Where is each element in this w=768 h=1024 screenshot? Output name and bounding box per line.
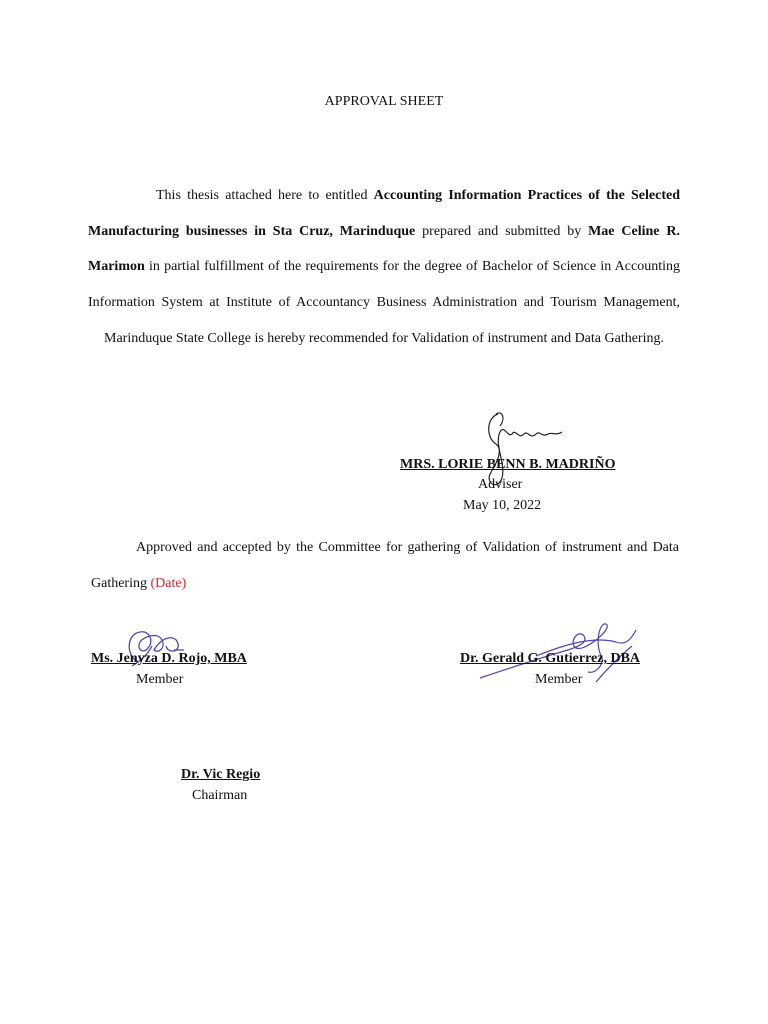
body-rest: in partial fulfillment of the requirements for the degree of Bachelor of Science in Accounting Information System at Institute of Accountancy Business Administration and Tourism Management, Marinduque State College is hereby recommended for Validation of instrument and Data Gathering. [88,259,680,346]
body-submitted-by: prepared and submitted by [415,223,589,239]
adviser-date: May 10, 2022 [463,498,542,513]
thesis-title: Accounting Information Practices of the Selected Manufacturing businesses in Sta Cruz, Marinduque [88,188,680,239]
body-intro: This thesis attached here to entitled [156,188,374,203]
member1-role: Member [136,672,184,687]
recommendation-paragraph [88,178,680,357]
member2-role: Member [535,672,583,687]
chairman-role: Chairman [192,788,248,803]
approval-date-placeholder: (Date) [150,576,187,591]
approval-text: Approved and accepted by the Committee for gathering of Validation of instrument and Data Gathering [91,540,679,591]
chairman-name: Dr. Vic Regio [181,767,261,782]
adviser-name: MRS. LORIE BENN B. MADRIÑO [400,457,616,472]
page-title: APPROVAL SHEET [324,94,444,109]
approval-paragraph [91,530,679,602]
member1-name: Ms. Jenyza D. Rojo, MBA [91,651,247,666]
author-name: Mae Celine R. Marimon [88,223,680,275]
member2-name: Dr. Gerald G. Gutierrez, DBA [460,651,641,666]
adviser-role: Adviser [478,477,523,492]
